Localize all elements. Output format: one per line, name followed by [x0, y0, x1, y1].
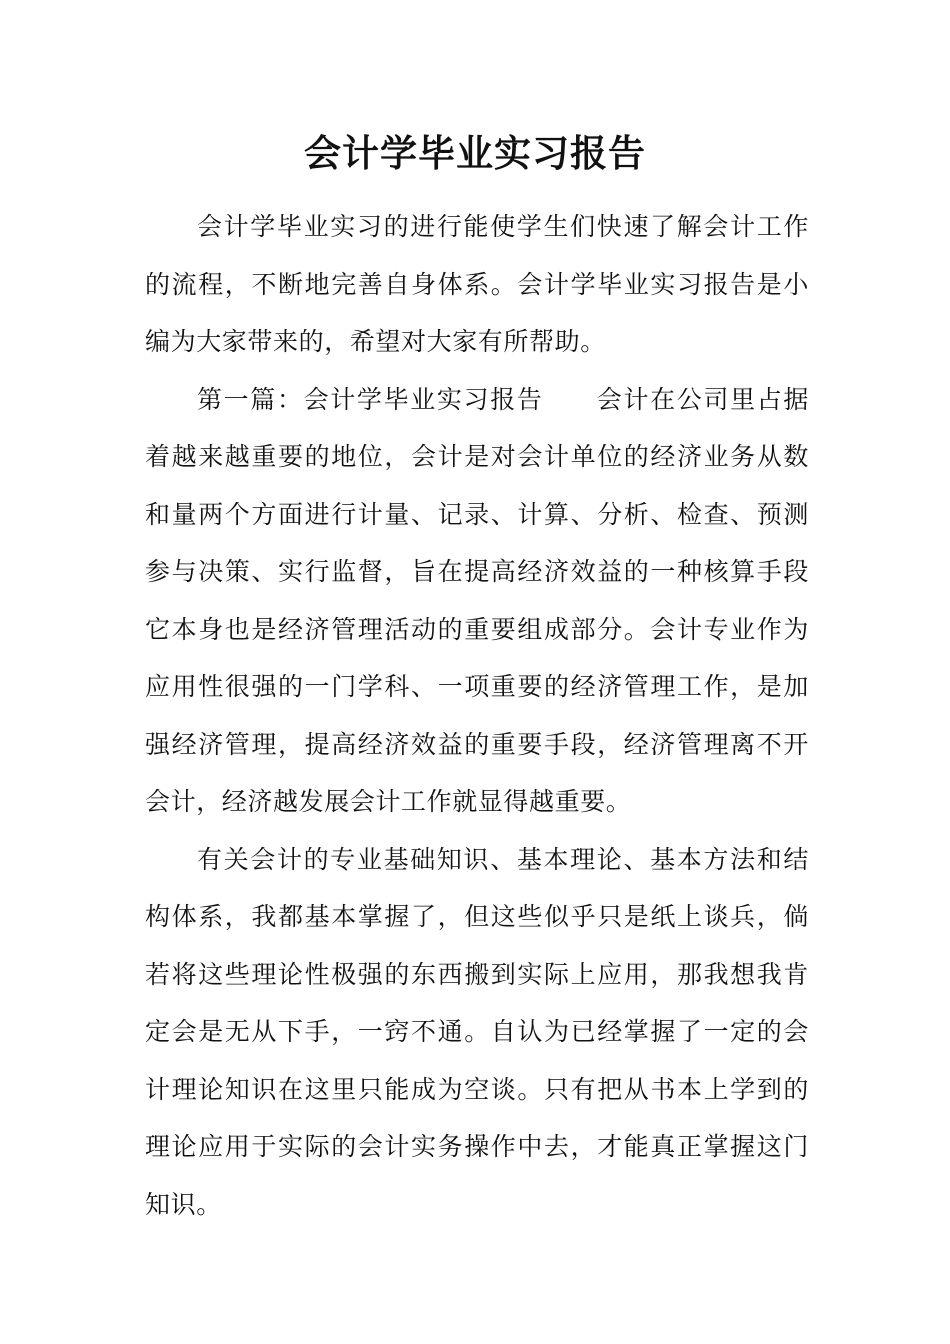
paragraph-part-one: 第一篇：会计学毕业实习报告 会计在公司里占据着越来越重要的地位，会计是对会计单位的经济业务从数和量两个方面进行计量、记录、计算、分析、检查、预测参与决策、实行监督，旨在提高经济效益的一种核算手段它本身也是经济管理活动的重要组成部分。会计专业作为应用性很强的一门学科、一项重要的经济管理工作，是加强经济管理，提高经济效益的重要手段，经济管理离不开会计，经济越发展会计工作就显得越重要。: [145, 384, 809, 816]
paragraph-knowledge: 有关会计的专业基础知识、基本理论、基本方法和结构体系，我都基本掌握了，但这些似乎只是纸上谈兵，倘若将这些理论性极强的东西搬到实际上应用，那我想我肯定会是无从下手，一窍不通。自认为已经掌握了一定的会计理论知识在这里只能成为空谈。只有把从书本上学到的理论应用于实际的会计实务操作中去，才能真正掌握这门知识。: [145, 844, 809, 1219]
document-body: [145, 198, 809, 1233]
page-title: 会计学毕业实习报告: [304, 131, 646, 175]
paragraph-intro: 会计学毕业实习的进行能使学生们快速了解会计工作的流程，不断地完善自身体系。会计学毕业实习报告是小编为大家带来的，希望对大家有所帮助。: [145, 212, 809, 356]
